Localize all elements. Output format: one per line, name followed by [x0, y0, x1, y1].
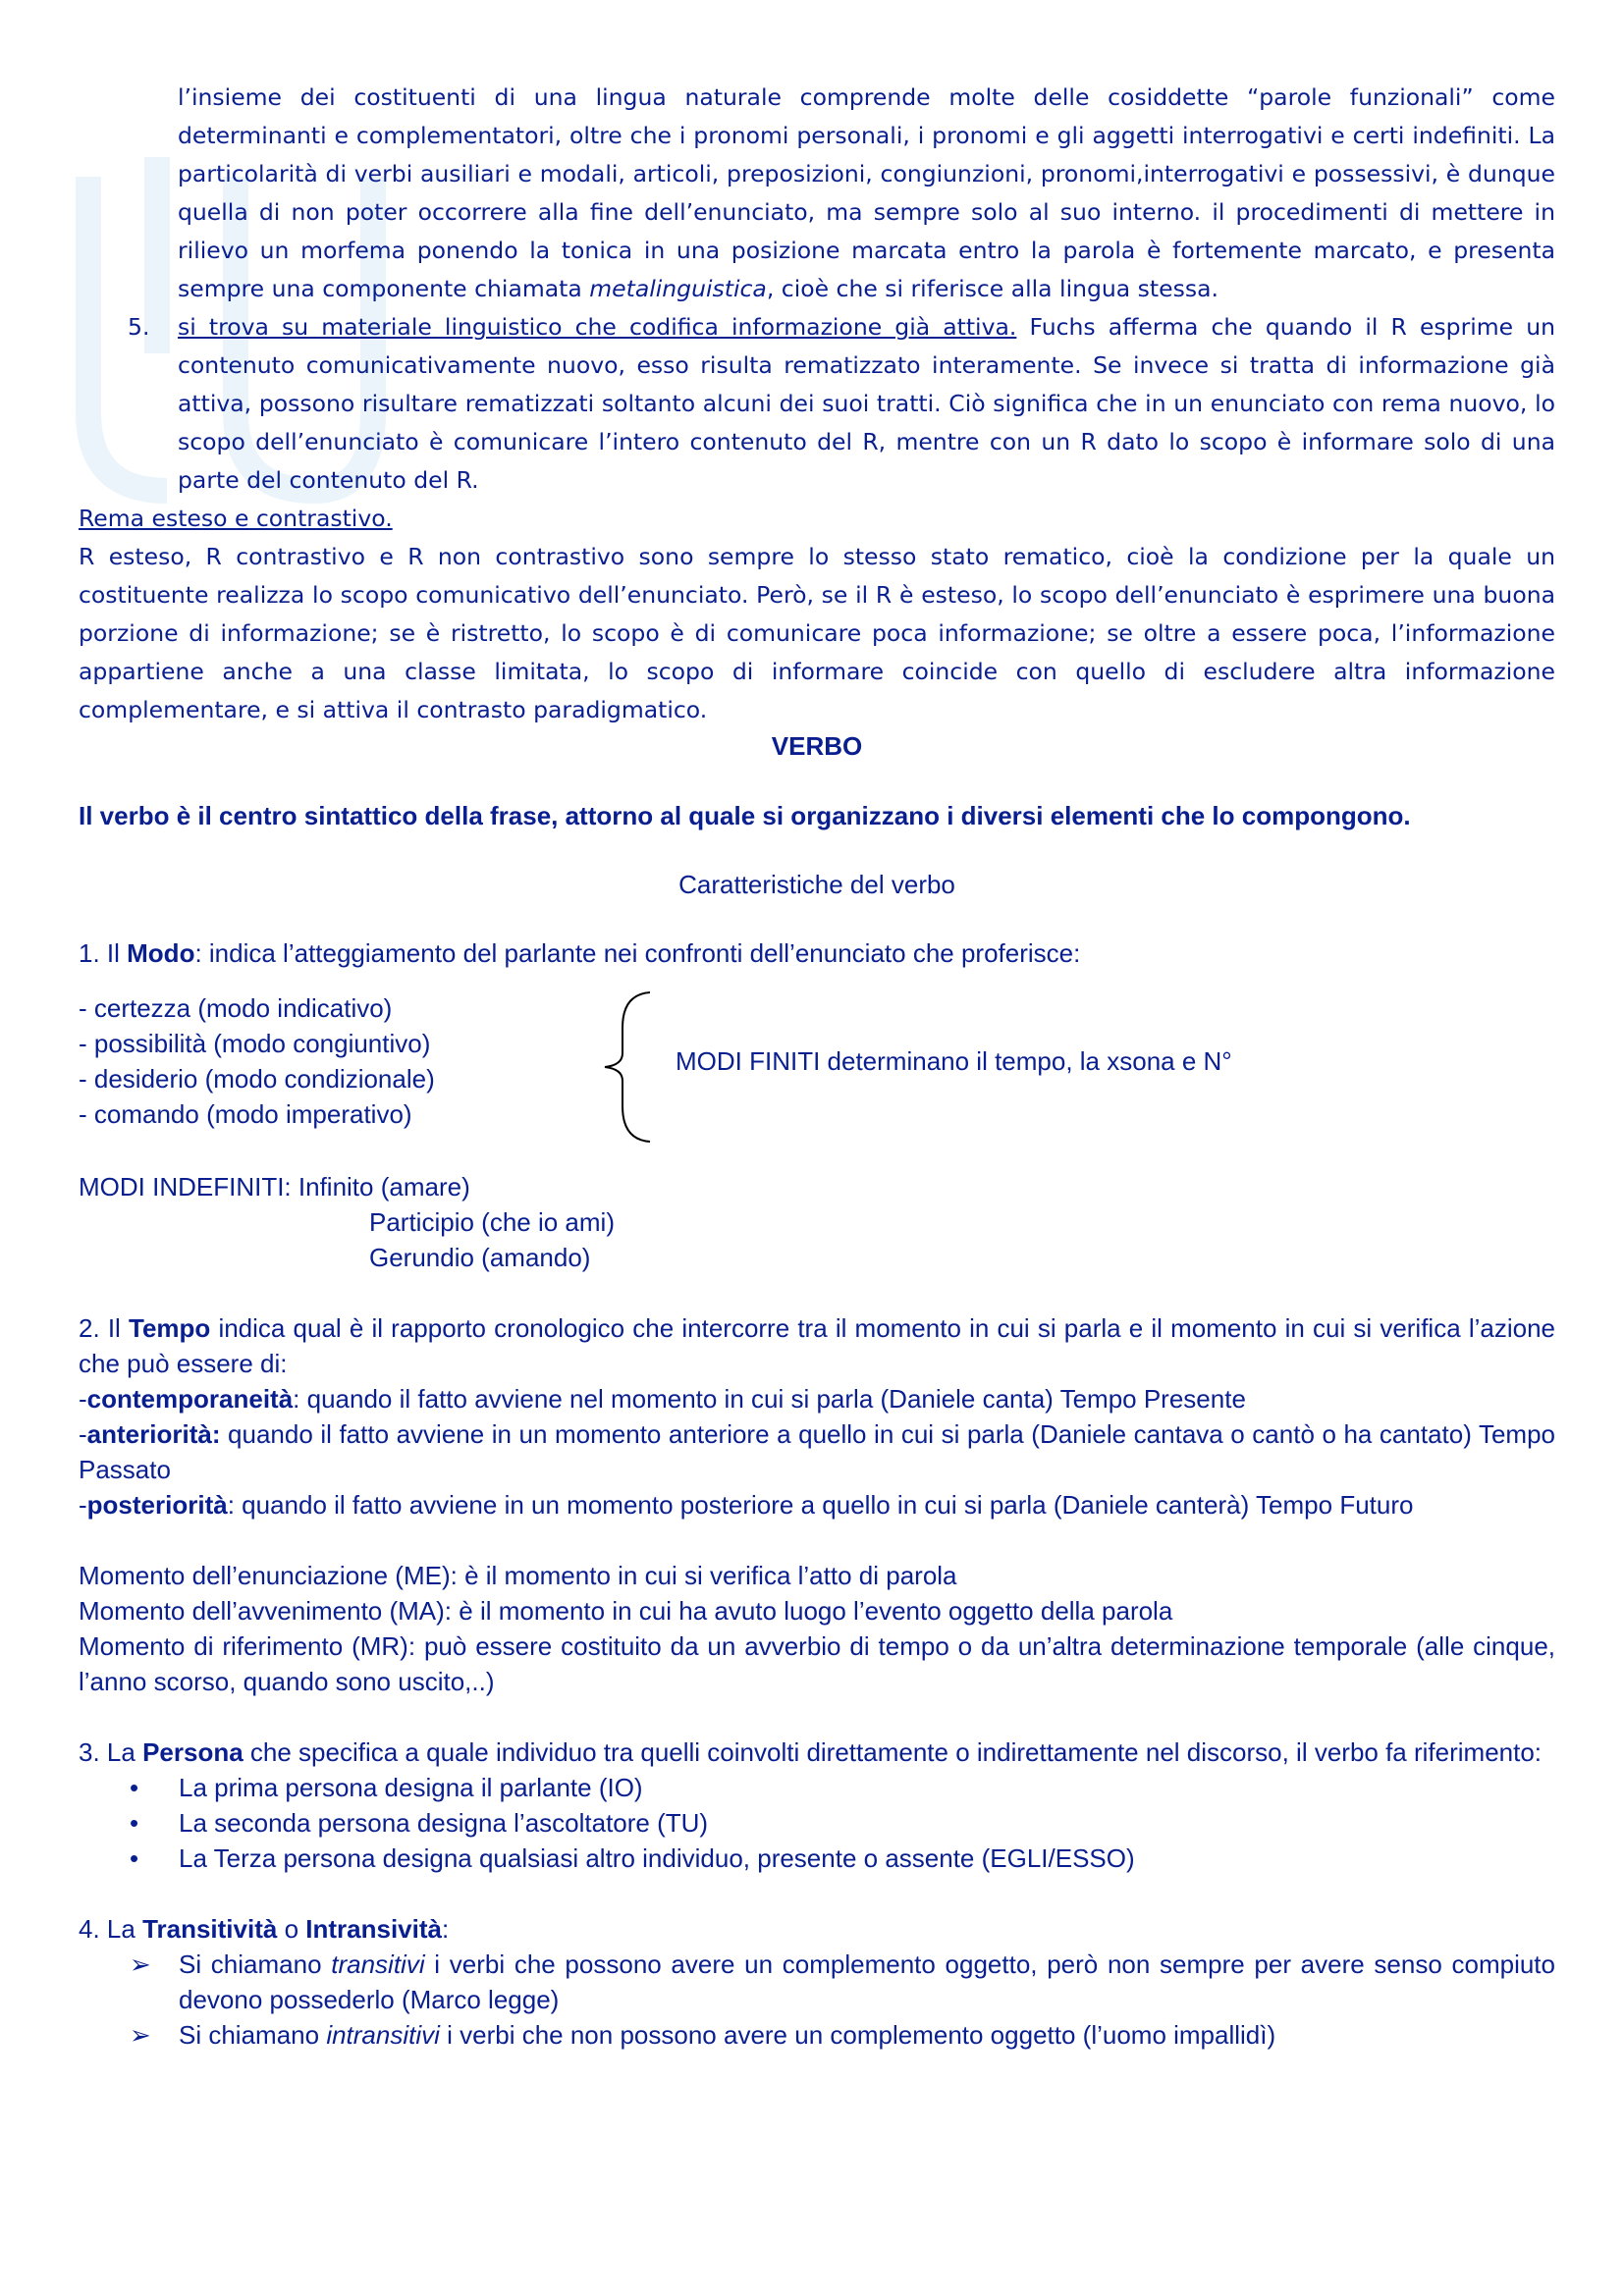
tempo-text: indica qual è il rapporto cronologico che intercorre tra il momento in cui si parla e il momento in cui si verifica l’azione che può essere di: — [79, 1313, 1555, 1378]
rema-paragraph: R esteso, R contrastivo e R non contrastivo sono sempre lo stesso stato rematico, cioè la condizione per la quale un costituente realizza lo scopo comunicativo dell’enunciato. Però, se il R è esteso, lo scopo dell’enunciato è esprimere una buona porzione di informazione; se è ristretto, lo scopo è di comunicare poca informazione; se oltre a essere poca, l’informazione appartiene anche a una classe limitata, lo scopo di informare coincide con quello di escludere altra informazione complementare, e si attiva il contrasto paradigmatico. — [79, 543, 1555, 723]
momento-line: Momento dell’enunciazione (ME): è il momento in cui si verifica l’atto di parola — [79, 1561, 957, 1590]
list-item — [130, 2017, 1555, 2053]
transitivita-prefix: 4. La — [79, 1914, 143, 1944]
tempo-item-term: posteriorità — [86, 1490, 228, 1520]
dash: - — [79, 1490, 87, 1520]
tempo-item — [79, 1416, 1555, 1487]
modo-prefix: 1. Il — [79, 938, 128, 968]
intro-text-end: , cioè che si riferisce alla lingua stessa. — [766, 275, 1218, 302]
list-item — [130, 1805, 1555, 1841]
list-item — [130, 1841, 1555, 1876]
persona-term: Persona — [142, 1737, 244, 1767]
list-item-text: i verbi che non possono avere un complemento oggetto (l’uomo impallidì) — [439, 2020, 1276, 2050]
italic-term-transitivi: transitivi — [331, 1949, 425, 1979]
list-number: 5. — [128, 313, 150, 341]
modi-indefiniti-item: Gerundio (amando) — [369, 1243, 591, 1272]
list-item-text: i verbi che possono avere un complemento oggetto, però non sempre per avere senso compiuto devono possederlo (Marco legge) — [179, 1949, 1555, 2014]
transitivita-list — [79, 1947, 1555, 2053]
tempo-prefix: 2. Il — [79, 1313, 129, 1343]
persona-text: che specifica a quale individuo tra quelli coinvolti direttamente o indirettamente nel discorso, il verbo fa riferimento: — [243, 1737, 1543, 1767]
verbo-intro: Il verbo è il centro sintattico della frase, attorno al quale si organizzano i diversi elementi che lo compongono. — [79, 801, 1411, 830]
tempo-item-term: anteriorità: — [86, 1419, 221, 1449]
dash: - — [79, 1384, 87, 1414]
transitivita-suffix: : — [441, 1914, 450, 1944]
bullet-icon: • — [130, 1773, 139, 1802]
tempo-item — [79, 1381, 1555, 1416]
list-item — [130, 1947, 1555, 2017]
caratteristiche-heading: Caratteristiche del verbo — [678, 870, 955, 899]
list-item-5 — [79, 308, 1555, 500]
bullet-icon: • — [130, 1808, 139, 1838]
persona-list — [79, 1770, 1555, 1876]
item-5-text: Fuchs afferma che quando il R esprime un contenuto comunicativamente nuovo, esso risulta rematizzato interamente. Se invece si tratta di informazione già attiva, possono risultare rematizzati soltanto alcuni dei suoi tratti. Ciò significa che in un enunciato con rema nuovo, lo scopo dell’enunciato è comunicare l’intero contenuto del R, mentre con un R dato lo scopo è informare solo di una parte del contenuto del R. — [178, 313, 1556, 494]
arrow-bullet-icon: ➢ — [130, 2020, 151, 2050]
verbo-title: VERBO — [771, 731, 863, 761]
intro-paragraph — [79, 79, 1555, 308]
modi-indefiniti-label: MODI INDEFINITI: Infinito (amare) — [79, 1172, 470, 1201]
underlined-statement: si trova su materiale linguistico che codifica informazione già attiva. — [178, 313, 1017, 341]
persona-prefix: 3. La — [79, 1737, 143, 1767]
persona-line — [79, 1735, 1555, 1770]
tempo-term: Tempo — [129, 1313, 211, 1343]
modo-line — [79, 935, 1555, 971]
modo-item: - certezza (modo indicativo) — [79, 993, 393, 1023]
italic-term-metalinguistica: metalinguistica — [589, 275, 767, 302]
modo-item: - desiderio (modo condizionale) — [79, 1064, 435, 1094]
tempo-item-text: : quando il fatto avviene in un momento posteriore a quello in cui si parla (Daniele canterà) Tempo Futuro — [227, 1490, 1414, 1520]
momento-line: Momento dell’avvenimento (MA): è il momento in cui ha avuto luogo l’evento oggetto della parola — [79, 1596, 1173, 1626]
modo-text: : indica l’atteggiamento del parlante nei confronti dell’enunciato che proferisce: — [194, 938, 1081, 968]
bullet-icon: • — [130, 1843, 139, 1873]
tempo-line — [79, 1310, 1555, 1381]
modo-item: - possibilità (modo congiuntivo) — [79, 1029, 431, 1058]
transitivita-term: Transitività — [142, 1914, 278, 1944]
modi-indefiniti — [79, 1169, 1555, 1275]
italic-term-intransitivi: intransitivi — [326, 2020, 440, 2050]
transitivita-line — [79, 1911, 1555, 1947]
tempo-item-text: : quando il fatto avviene nel momento in cui si parla (Daniele canta) Tempo Presente — [293, 1384, 1246, 1414]
list-item-text: La seconda persona designa l’ascoltatore (TU) — [179, 1808, 709, 1838]
transitivita-mid: o — [277, 1914, 306, 1944]
tempo-item-term: contemporaneità — [86, 1384, 294, 1414]
momento-line: Momento di riferimento (MR): può essere costituito da un avverbio di tempo o da un’altra determinazione temporale (alle cinque, l’anno scorso, quando sono uscito,..) — [79, 1631, 1555, 1696]
list-item — [130, 1770, 1555, 1805]
intro-text: l’insieme dei costituenti di una lingua naturale comprende molte delle cosiddette “parole funzionali” come determinanti e complementatori, oltre che i pronomi personali, i pronomi e gli aggetti interrogativi e certi indefiniti. La particolarità di verbi ausiliari e modali, articoli, preposizioni, congiunzioni, pronomi,interrogativi e possessivi, è dunque quella di non poter occorrere alla fine dell’enunciato, ma sempre solo al suo interno. il procedimenti di mettere in rilievo un morfema ponendo la tonica in una posizione marcata entro la parola è fortemente marcato, e presenta sempre una componente chiamata — [178, 83, 1555, 302]
modi-finiti-block — [79, 990, 1555, 1144]
modi-indefiniti-item: Participio (che io ami) — [369, 1207, 615, 1237]
list-item-text: Si chiamano — [179, 1949, 332, 1979]
intransitivita-term: Intransività — [305, 1914, 442, 1944]
list-item-text: Si chiamano — [179, 2020, 327, 2050]
document-page — [79, 79, 1555, 2053]
arrow-bullet-icon: ➢ — [130, 1949, 151, 1979]
modo-term: Modo — [127, 938, 195, 968]
list-item-text: La prima persona designa il parlante (IO) — [179, 1773, 643, 1802]
section-heading-rema: Rema esteso e contrastivo. — [79, 505, 393, 532]
list-item-text: La Terza persona designa qualsiasi altro individuo, presente o assente (EGLI/ESSO) — [179, 1843, 1135, 1873]
dash: - — [79, 1419, 87, 1449]
modi-list — [79, 990, 435, 1132]
modi-finiti-note: MODI FINITI determinano il tempo, la xsona e N° — [676, 1046, 1232, 1076]
tempo-item-text: quando il fatto avviene in un momento anteriore a quello in cui si parla (Daniele cantava o cantò o ha cantato) Tempo Passato — [79, 1419, 1555, 1484]
curly-brace-icon — [599, 988, 658, 1146]
modo-item: - comando (modo imperativo) — [79, 1099, 412, 1129]
tempo-item — [79, 1487, 1555, 1522]
